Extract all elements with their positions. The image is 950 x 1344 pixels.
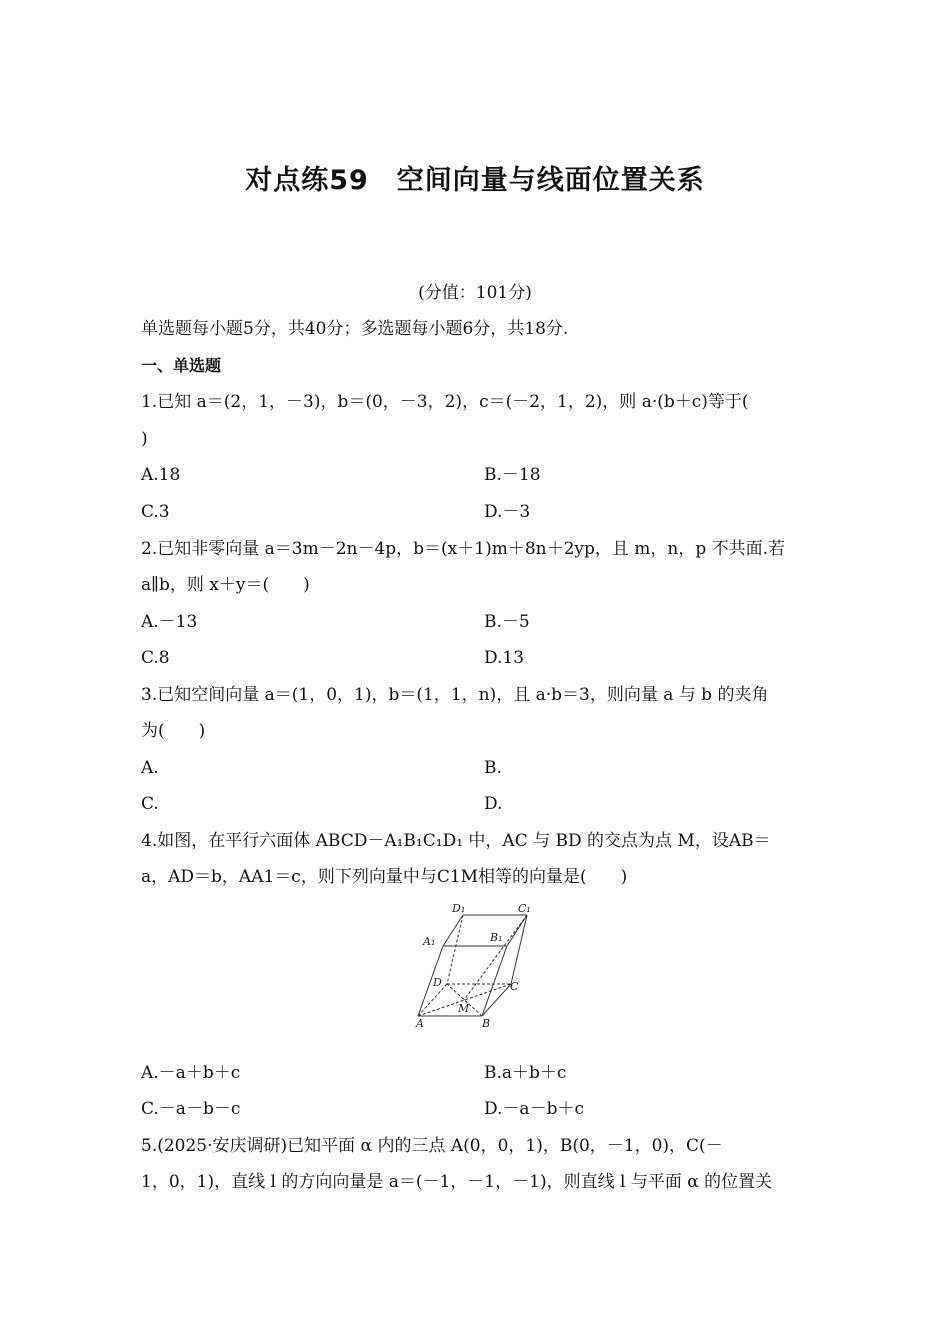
label-a: A bbox=[416, 1017, 424, 1030]
q2-option-b: B.－5 bbox=[484, 612, 530, 632]
q1-stem-line1: 1.已知 a＝(2，1，－3)，b＝(0，－3，2)，c＝(－2，1，2)，则 a·(b＋c)等于( bbox=[141, 392, 749, 412]
q5-stem-line2: 1，0，1)，直线 l 的方向向量是 a＝(－1，－1，－1)，则直线 l 与平面 α 的位置关 bbox=[141, 1172, 773, 1192]
q1-option-c: C.3 bbox=[141, 502, 170, 522]
label-d: D bbox=[433, 976, 442, 989]
instructions: 单选题每小题5分，共40分；多选题每小题6分，共18分. bbox=[141, 319, 569, 339]
q4-option-b: B.a＋b＋c bbox=[484, 1063, 567, 1083]
score-line: (分值：101分) bbox=[418, 283, 532, 303]
q5-stem-line1: 5.(2025·安庆调研)已知平面 α 内的三点 A(0，0，1)，B(0，－1，0)，C(－ bbox=[141, 1136, 723, 1156]
q2-option-d: D.13 bbox=[484, 648, 525, 668]
label-b: B bbox=[482, 1017, 491, 1030]
q3-option-d: D. bbox=[484, 794, 503, 814]
parallelepiped-figure bbox=[410, 898, 540, 1033]
q1-option-a: A.18 bbox=[141, 465, 181, 485]
label-m: M bbox=[458, 1002, 470, 1015]
q2-stem-line1: 2.已知非零向量 a＝3m－2n－4p，b＝(x＋1)m＋8n＋2yp，且 m，n，p 不共面.若 bbox=[141, 539, 786, 559]
q3-option-b: B. bbox=[484, 758, 502, 778]
q2-stem-line2: a∥b，则 x＋y＝( ) bbox=[141, 575, 310, 595]
label-a1: A₁ bbox=[423, 935, 436, 948]
q4-option-c: C.－a－b－c bbox=[141, 1099, 241, 1119]
q1-stem-line2: ) bbox=[141, 429, 148, 449]
q4-stem-line1: 4.如图，在平行六面体 ABCD－A₁B₁C₁D₁ 中，AC 与 BD 的交点为点 M，设AB＝ bbox=[141, 831, 771, 851]
q4-stem-line2: a，AD＝b，AA1＝c，则下列向量中与C1M相等的向量是( ) bbox=[141, 867, 628, 887]
q3-stem-line1: 3.已知空间向量 a＝(1，0，1)，b＝(1，1，n)，且 a·b＝3，则向量 a 与 b 的夹角 bbox=[141, 685, 769, 705]
label-c1: C₁ bbox=[518, 902, 531, 915]
q3-stem-line2: 为( ) bbox=[141, 721, 206, 741]
q1-option-b: B.－18 bbox=[484, 465, 541, 485]
q3-option-a: A. bbox=[141, 758, 159, 778]
q4-option-a: A.－a＋b＋c bbox=[141, 1063, 241, 1083]
q4-option-d: D.－a－b＋c bbox=[484, 1099, 584, 1119]
q3-option-c: C. bbox=[141, 794, 159, 814]
page-title: 对点练59 空间向量与线面位置关系 bbox=[245, 165, 705, 196]
q1-option-d: D.－3 bbox=[484, 502, 531, 522]
section-heading: 一、单选题 bbox=[141, 356, 222, 375]
q2-option-a: A.－13 bbox=[141, 612, 198, 632]
label-b1: B₁ bbox=[490, 931, 503, 944]
label-c: C bbox=[510, 980, 519, 993]
label-d1: D₁ bbox=[452, 902, 466, 915]
q2-option-c: C.8 bbox=[141, 648, 170, 668]
